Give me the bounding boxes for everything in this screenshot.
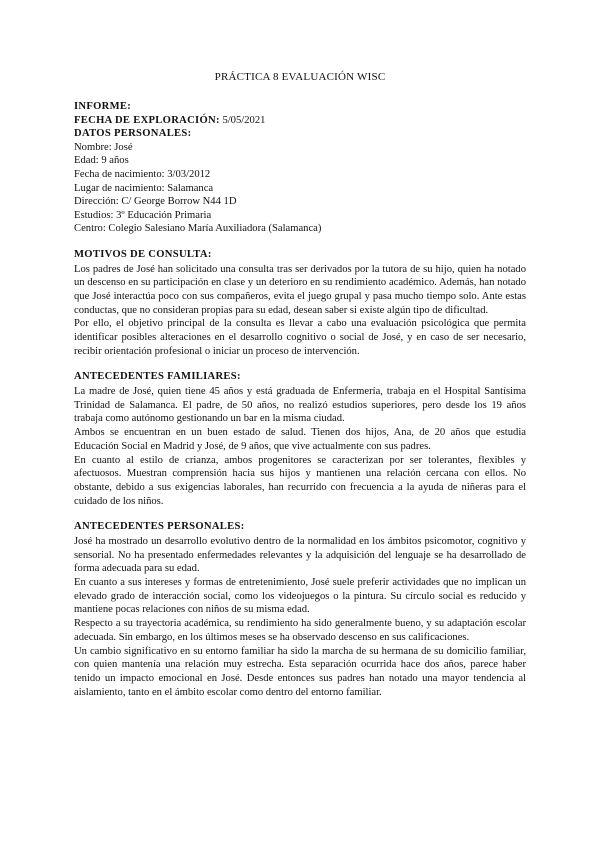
datos-direccion: Dirección: C/ George Borrow N44 1D bbox=[74, 196, 237, 208]
personales-section bbox=[74, 520, 526, 699]
familiares-section bbox=[74, 370, 526, 508]
datos-estudios: Estudios: 3º Educación Primaria bbox=[74, 209, 212, 221]
datos-personales-heading: DATOS PERSONALES: bbox=[74, 128, 192, 140]
familiares-paragraph: Ambos se encuentran en un buen estado de salud. Tienen dos hijos, Ana, de 20 años que estudia Educación Social en Madrid y José, de 9 años, que vive actualmente con sus padres. bbox=[74, 427, 526, 452]
motivos-section bbox=[74, 248, 526, 359]
fecha-exploracion bbox=[74, 114, 526, 128]
datos-nombre: Nombre: José bbox=[74, 141, 133, 153]
document-body bbox=[74, 100, 526, 699]
datos-fecha-nacimiento: Fecha de nacimiento: 3/03/2012 bbox=[74, 168, 211, 180]
datos-edad: Edad: 9 años bbox=[74, 155, 129, 167]
familiares-heading: ANTECEDENTES FAMILIARES: bbox=[74, 371, 241, 383]
personales-paragraph: Respecto a su trayectoria académica, su rendimiento ha sido generalmente bueno, y su adaptación escolar adecuada. Sin embargo, en los últimos meses se ha observado descenso en sus calificaciones. bbox=[74, 618, 526, 643]
personales-paragraph: En cuanto a sus intereses y formas de entretenimiento, José suele preferir actividades que no implican un elevado grado de interacción social, como los videojuegos o la pintura. Su círculo social es reducido y mantiene pocas relaciones con niños de su misma edad. bbox=[74, 577, 526, 616]
personales-heading: ANTECEDENTES PERSONALES: bbox=[74, 521, 245, 533]
datos-centro: Centro: Colegio Salesiano María Auxiliadora (Salamanca) bbox=[74, 223, 322, 235]
fecha-value: 5/05/2021 bbox=[219, 114, 266, 126]
motivos-heading: MOTIVOS DE CONSULTA: bbox=[74, 248, 212, 260]
datos-lugar-nacimiento: Lugar de nacimiento: Salamanca bbox=[74, 182, 214, 194]
personales-paragraph: José ha mostrado un desarrollo evolutivo dentro de la normalidad en los ámbitos psicomotor, cognitivo y sensorial. No ha presentado enfermedades relevantes y la adquisición del lenguaje se ha desarrollado de forma adecuada para su edad. bbox=[74, 535, 526, 575]
familiares-paragraph: La madre de José, quien tiene 45 años y está graduada de Enfermería, trabaja en el Hospital Santísima Trinidad de Salamanca. El padre, de 50 años, no realizó estudios superiores, pero desde los 19 años trabaja como autónomo gestionando un bar en la misma ciudad. bbox=[74, 386, 526, 425]
motivos-paragraph: Los padres de José han solicitado una consulta tras ser derivados por la tutora de su hijo, quien ha notado un descenso en su participación en clase y un deterioro en su rendimiento académico. Además, han notado que José interactúa poco con sus compañeros, evita el juego grupal y pasa mucho tiempo solo. Ante estas conductas, que no consideran propias para su edad, desean saber si existe algún tipo de dificultad. bbox=[74, 263, 526, 316]
familiares-paragraph: En cuanto al estilo de crianza, ambos progenitores se caracterizan por ser tolerantes, flexibles y afectuosos. Muestran comprensión hacia sus hijos y mantienen una relación cercana con ellos. No obstante, debido a sus exigencias laborales, han recurrido con frecuencia a la ayuda de niñeras para el cuidado de los niños. bbox=[74, 454, 526, 507]
fecha-label: FECHA DE EXPLORACIÓN: bbox=[74, 114, 220, 126]
informe-heading: INFORME: bbox=[74, 101, 132, 112]
motivos-paragraph: Por ello, el objetivo principal de la consulta es llevar a cabo una evaluación psicológica que permita identificar posibles alteraciones en el desarrollo cognitivo o social de José, y en caso de ser necesario, recibir orientación profesional o iniciar un proceso de intervención. bbox=[74, 318, 526, 357]
personales-paragraph: Un cambio significativo en su entorno familiar ha sido la marcha de su hermana de su domicilio familiar, con quien mantenía una relación muy estrecha. Esta separación ocurrida hace dos años, parece haber tenido un impacto emocional en José. Desde entonces sus padres han notado una mayor tendencia al aislamiento, tanto en el ámbito escolar como dentro del entorno familiar. bbox=[74, 645, 526, 698]
document-title: PRÁCTICA 8 EVALUACIÓN WISC bbox=[214, 71, 386, 83]
